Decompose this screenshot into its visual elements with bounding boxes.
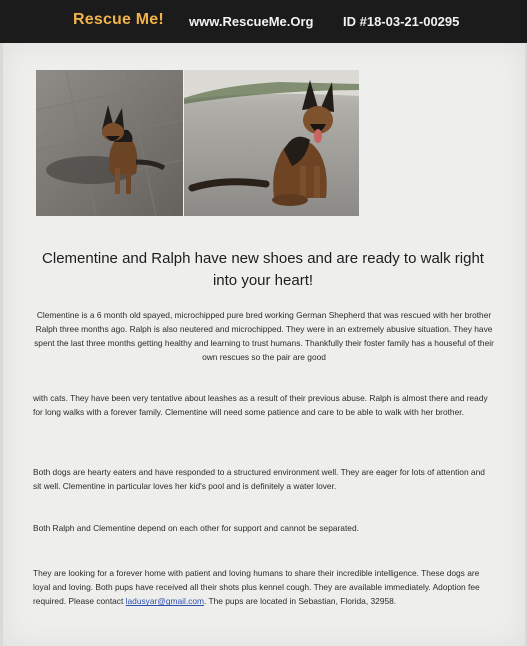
site-url[interactable]: www.RescueMe.Org: [189, 14, 314, 29]
bonded-pair-paragraph: Both Ralph and Clementine depend on each other for support and cannot be separated.: [33, 523, 359, 534]
adoption-flyer: [3, 43, 525, 646]
contact-paragraph: [33, 566, 495, 608]
leash-paragraph: with cats. They have been very tentative about leashes as a result of their previous abuse. Ralph is almost there and ready for long walks with a forever family. Clementine will need some patience and care to be able to walk with her brother.: [33, 393, 488, 418]
standing-puppy-image: [36, 70, 183, 216]
contact-text: They are looking for a forever home with patient and loving humans to share their incredible intelligence. These dogs are loyal and loving. Both pups have received all their shots plus kennel cough. They are available immediately. Adoption fee required. Please contact: [33, 568, 480, 607]
dog-photo-right: [184, 70, 359, 216]
contact-email-link[interactable]: ladusyar@gmail.com: [125, 596, 204, 607]
flyer-headline: Clementine and Ralph have new shoes and are ready to walk right into your heart!: [42, 250, 484, 289]
dog-photo-left: [36, 70, 183, 216]
location-text: . The pups are located in Sebastian, Florida, 32958.: [203, 596, 397, 607]
sitting-puppy-image: [184, 70, 359, 216]
temperament-paragraph: Both dogs are hearty eaters and have responded to a structured environment well. They are eager for lots of attention and sit well. Clementine in particular loves her kid's pool and is definitely a water lover.: [33, 467, 485, 492]
site-header: [0, 0, 527, 43]
intro-paragraph: Clementine is a 6 month old spayed, microchipped pure bred working German Shepherd that was rescued with her brother Ralph three months ago. Ralph is also neutered and microchipped. They were in an extremely abusive situation. They have spent the last three months getting healthy and learning to trust humans. Thankfully their foster family has a houseful of their own rescues so the pair are good: [34, 310, 494, 363]
listing-id: ID #18-03-21-00295: [343, 14, 460, 29]
brand-logo[interactable]: Rescue Me!: [73, 11, 164, 28]
